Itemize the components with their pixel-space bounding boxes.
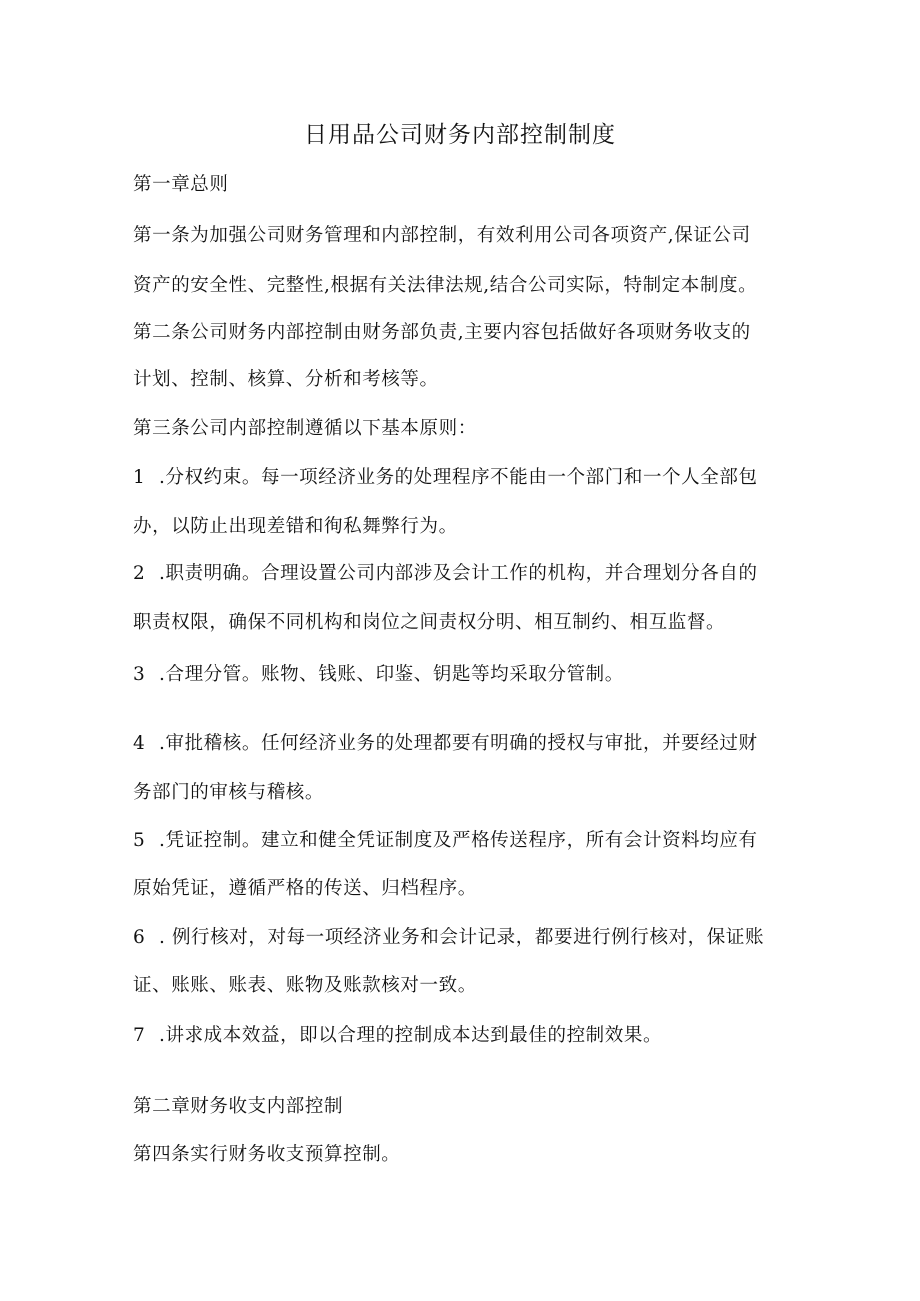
article-1-line-1: 第一条为加强公司财务管理和内部控制，有效利用公司各项资产,保证公司: [133, 225, 751, 246]
item-2-line-1: [133, 547, 793, 601]
item-1-line-1: [133, 451, 793, 505]
item-text: .审批稽核。任何经济业务的处理都要有明确的授权与审批，并要经过财: [159, 733, 758, 754]
item-6-line-2: 证、账账、账表、账物及账款核对一致。: [133, 975, 477, 996]
item-7-line-1: [133, 1009, 793, 1063]
document-title: 日用品公司财务内部控制制度: [304, 122, 616, 148]
item-number: 4: [133, 733, 146, 754]
chapter-heading-2: 第二章财务收支内部控制: [133, 1096, 344, 1117]
item-number: 2: [133, 563, 146, 584]
item-number: 3: [133, 664, 146, 685]
item-text: .讲求成本效益，即以合理的控制成本达到最佳的控制效果。: [159, 1025, 663, 1046]
item-4-line-1: [133, 717, 793, 771]
item-text: .合理分管。账物、钱账、印鉴、钥匙等均采取分管制。: [159, 664, 624, 685]
item-5-line-1: [133, 814, 793, 868]
item-4-line-2: 务部门的审核与稽核。: [133, 782, 325, 803]
article-1-line-2: 资产的安全性、完整性,根据有关法律法规,结合公司实际，特制定本制度。: [133, 275, 758, 296]
article-2-line-1: 第二条公司财务内部控制由财务部负责,主要内容包括做好各项财务收支的: [133, 322, 751, 343]
item-1-line-2: 办，以防止出现差错和徇私舞弊行为。: [133, 516, 458, 537]
item-text: .职责明确。合理设置公司内部涉及会计工作的机构，并合理划分各自的: [159, 563, 758, 584]
item-number: 7: [133, 1025, 146, 1046]
item-number: 5: [133, 830, 146, 851]
chapter-heading-1: 第一章总则: [133, 174, 229, 195]
item-3-line-1: [133, 648, 793, 702]
article-4: 第四条实行财务收支预算控制。: [133, 1144, 401, 1165]
item-number: 6: [133, 927, 146, 948]
item-6-line-1: [133, 911, 793, 965]
item-text: . 例行核对，对每一项经济业务和会计记录，都要进行例行核对，保证账: [159, 927, 765, 948]
item-2-line-2: 职责权限，确保不同机构和岗位之间责权分明、相互制约、相互监督。: [133, 612, 726, 633]
item-number: 1: [133, 467, 146, 488]
article-3: 第三条公司内部控制遵循以下基本原则：: [133, 418, 477, 439]
item-5-line-2: 原始凭证，遵循严格的传送、归档程序。: [133, 878, 477, 899]
item-text: .分权约束。每一项经济业务的处理程序不能由一个部门和一个人全部包: [159, 467, 758, 488]
item-text: .凭证控制。建立和健全凭证制度及严格传送程序，所有会计资料均应有: [159, 830, 758, 851]
article-2-line-2: 计划、控制、核算、分析和考核等。: [133, 369, 439, 390]
